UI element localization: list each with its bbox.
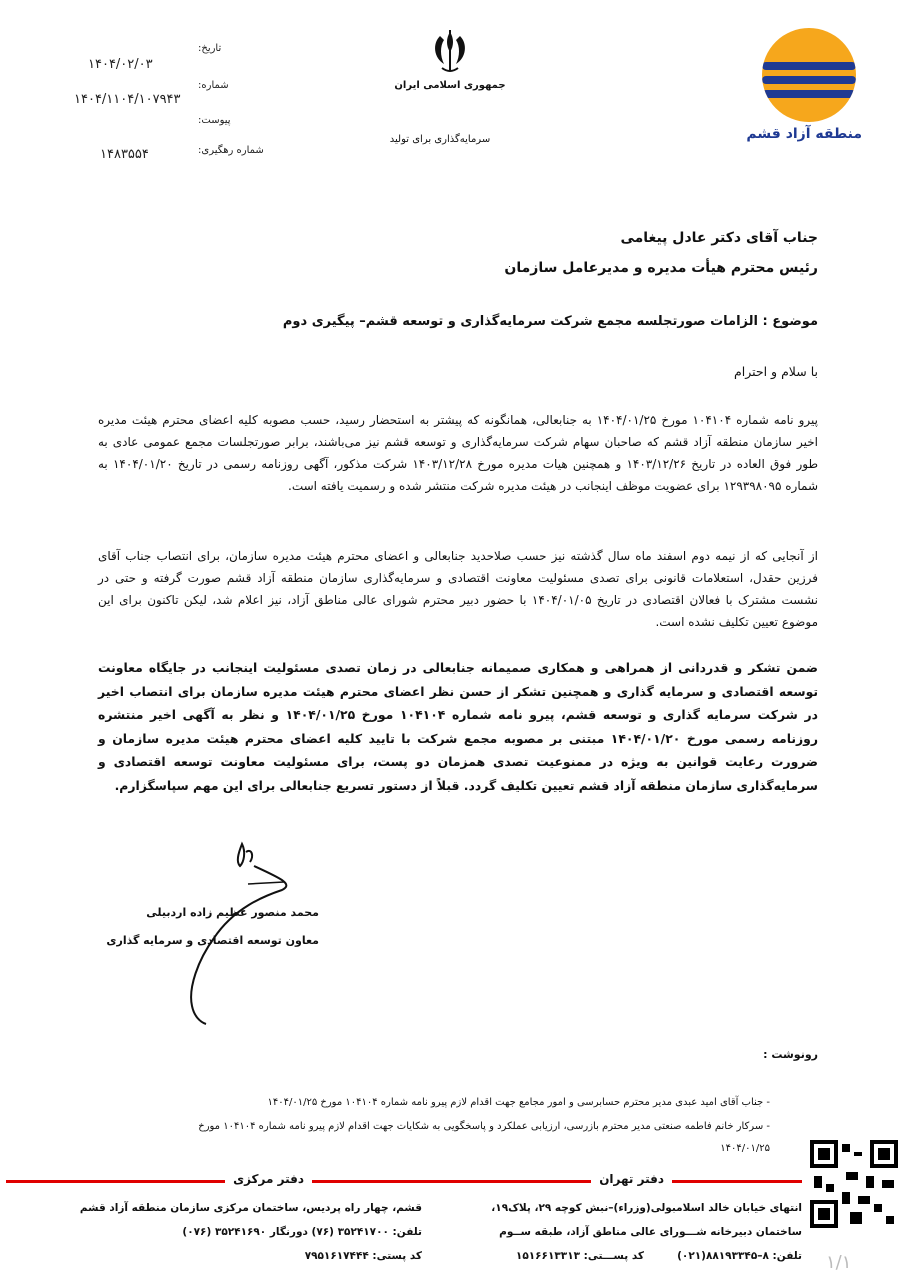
attachment-label: پیوست:: [198, 115, 231, 126]
tehran-office-title: دفتر تهران: [591, 1172, 672, 1186]
country-title: جمهوری اسلامی ایران: [394, 80, 506, 91]
footer-divider: [6, 1180, 802, 1183]
central-office-title: دفتر مرکزی: [225, 1172, 312, 1186]
tehran-address-line: انتهای خیابان خالد اسلامبولی(وزراء)–نبش کوچه ۲۹، پلاک۱۹،: [491, 1202, 802, 1214]
cc-line: - سرکار خانم فاطمه صنعتی مدیر محترم بازرسی، ارزیابی عملکرد و پاسخگویی به شکایات جهت اقدام لازم پیرو نامه شماره ۱۰۴۱۰۴ مورخ: [198, 1121, 770, 1132]
tehran-postal-code: کد پســـتی: ۱۵۱۶۶۱۳۳۱۳: [515, 1250, 644, 1262]
body-paragraph: پیرو نامه شماره ۱۰۴۱۰۴ مورخ ۱۴۰۴/۰۱/۲۵ به جنابعالی، همانگونه که پیشتر به استحضار رسید، حسب مصوبه کلیه اعضای محترم هیئت مدیره اخیر سازمان منطقه آزاد قشم که صاحبان سهام شرکت سرمایه‌گذاری و توسعه قشم نیز می‌باشند، برابر صورتجلسات مجمع عمومی عادی به طور فوق العاده در تاریخ ۱۴۰۳/۱۲/۲۶ و همچنین هیات مدیره مورخ ۱۴۰۳/۱۲/۲۸ شرکت مذکور، آگهی روزنامه رسمی در تاریخ ۱۴۰۴/۰۱/۲۰ به شماره ۱۲۹۳۹۸۰۹۵ برای عضویت موظف اینجانب در هیئت مدیره شرکت منتشر شده و رسمیت یافته است.: [98, 413, 818, 493]
date-value: ۱۴۰۴/۰۲/۰۳: [88, 57, 153, 72]
signer-name: محمد منصور عظیم زاده اردبیلی: [146, 906, 319, 919]
qr-code-icon: [810, 1140, 898, 1228]
iran-emblem-icon: [428, 28, 472, 76]
unit-name: سرمایه‌گذاری برای تولید: [389, 134, 491, 145]
page-marker: ۱/۱: [826, 1252, 852, 1273]
addressee-title: رئیس محترم هیأت مدیره و مدیرعامل سازمان: [504, 260, 818, 276]
body-paragraph: از آنجایی که از نیمه دوم اسفند ماه سال گذشته نیز حسب صلاحدید جنابعالی و اعضای محترم هیئت مدیره سازمان، برای انتصاب جناب آقای فرزین حقدل، استعلامات قانونی برای تصدی مسئولیت معاونت اقتصادی و سرمایه‌گذاری سازمان منطقه آزاد قشم صورت گرفته و حتی در نشست مشترک با فعالان اقتصادی در تاریخ ۱۴۰۴/۰۱/۰۵ با حضور دبیر محترم شورای عالی مناطق آزاد، نیز اعلام شد، لیکن تاکنون برای این موضوع تعیین تکلیف نشده است.: [98, 549, 818, 629]
sun-wave-icon: [762, 28, 856, 122]
number-value: ۱۴۰۴/۱۱۰۴/۱۰۷۹۴۳: [74, 92, 181, 107]
date-label: تاریخ:: [198, 43, 222, 54]
central-postal-code: کد پستی: ۷۹۵۱۶۱۷۴۴۴: [304, 1250, 422, 1262]
greeting: با سلام و احترام: [734, 364, 818, 379]
tehran-phone: تلفن: ۸–۸۸۱۹۳۳۴۵(۰۲۱): [677, 1250, 802, 1262]
tehran-address-line: ساختمان دبیرخانه شـــورای عالی مناطق آزاد، طبقه ســوم: [499, 1226, 802, 1238]
tracking-value: ۱۴۸۳۵۵۴: [100, 147, 149, 162]
logo-caption: منطقه آزاد قشم: [746, 126, 862, 142]
cc-line: ۱۴۰۴/۰۱/۲۵: [720, 1143, 770, 1154]
central-address-line: قشم، چهار راه پردیس، ساختمان مرکزی سازمان منطقه آزاد قشم: [79, 1202, 422, 1214]
free-zone-logo: [746, 28, 868, 146]
cc-line: - جناب آقای امید عبدی مدیر محترم حسابرسی و امور مجامع جهت اقدام لازم پیرو نامه شماره ۱۰۴۱۰۴ مورخ ۱۴۰۴/۰۱/۲۵: [267, 1097, 770, 1108]
number-label: شماره:: [198, 80, 229, 91]
letter-subject: موضوع : الزامات صورتجلسه مجمع شرکت سرمایه‌گذاری و توسعه قشم– پیگیری دوم: [282, 314, 818, 329]
handwritten-signature: [184, 838, 304, 1028]
signer-role: معاون توسعه اقتصادی و سرمایه گذاری: [106, 934, 319, 947]
tracking-label: شماره رهگیری:: [198, 145, 264, 156]
cc-label: رونوشت :: [763, 1048, 818, 1061]
addressee-name: جناب آقای دکتر عادل پیغامی: [620, 230, 818, 246]
body-paragraph-bold: ضمن تشکر و قدردانی از همراهی و همکاری صمیمانه جنابعالی در زمان تصدی مسئولیت اینجانب در جایگاه معاونت توسعه اقتصادی و سرمایه گذاری و همچنین تشکر از حسن نظر اعضای محترم هیئت مدیره سازمان برای انتصاب اخیر در شرکت سرمایه گذاری و توسعه قشم، پیرو نامه شماره ۱۰۴۱۰۴ مورخ ۱۴۰۴/۰۱/۲۵ و نظر به آگهی اخیر منتشره روزنامه رسمی مورخ ۱۴۰۴/۰۱/۲۰ مبتنی بر مصوبه مجمع شرکت با تایید کلیه اعضای محترم هیئت مدیره سازمان و ضرورت رعایت قوانین به ویژه در ممنوعیت تصدی همزمان دو پست، برای مسئولیت معاونت توسعه اقتصادی و سرمایه‌گذاری سازمان منطقه آزاد قشم تعیین تکلیف گردد. قبلاً از دستور تسریع جنابعالی برای این مهم سپاسگزارم.: [98, 660, 818, 793]
central-phone: تلفن: ۳۵۲۴۱۷۰۰ (۷۶) دورنگار ۳۵۲۴۱۶۹۰ (۰۷۶): [182, 1226, 422, 1238]
